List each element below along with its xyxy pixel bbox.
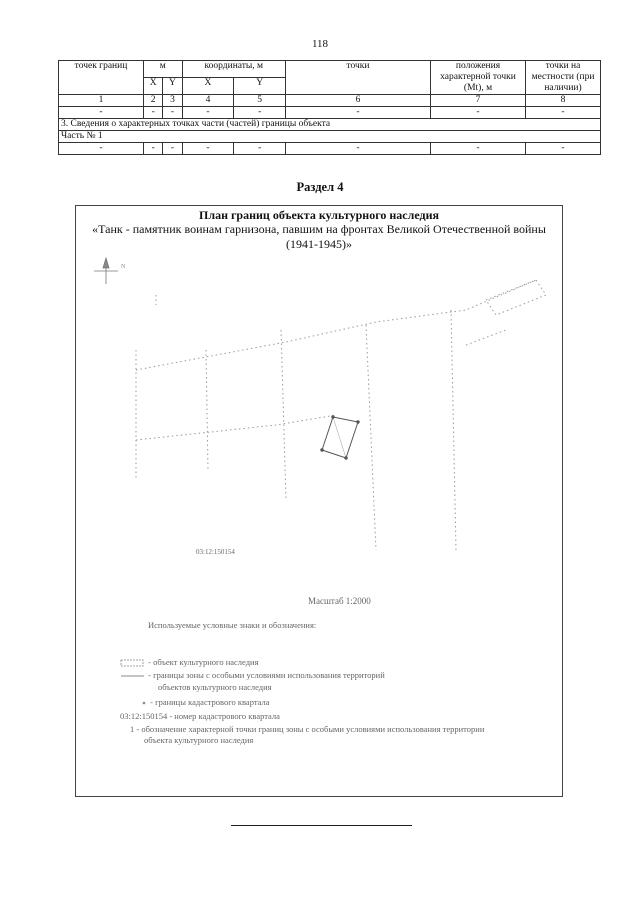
- table-cell: -: [163, 107, 182, 119]
- header-cell: точки: [286, 61, 431, 95]
- table-cell: -: [526, 143, 601, 155]
- table-cell: -: [59, 143, 144, 155]
- table-cell: -: [59, 107, 144, 119]
- table-cell: 6: [286, 95, 431, 107]
- plan-subtitle: «Танк - памятник воинам гарнизона, павшим на фронтах Великой Отечественной войны (1941-1945)»: [92, 222, 546, 251]
- table-header-row: [59, 61, 601, 78]
- legend-quarter-number: 03:12:150154 - номер кадастрового квартала: [120, 711, 280, 721]
- legend-zone-text-1: - границы зоны с особыми условиями использования территорий: [148, 670, 385, 680]
- table-cell: 1: [59, 95, 144, 107]
- table-row: [59, 107, 601, 119]
- legend-zone: [120, 670, 385, 680]
- page-number: 118: [311, 38, 329, 50]
- zone-boundary: [136, 280, 546, 550]
- table-cell: -: [144, 107, 163, 119]
- legend-object-text: - объект культурного наследия: [148, 657, 259, 667]
- table-cell: -: [431, 107, 526, 119]
- coordinates-table: [58, 60, 601, 155]
- table-cell: -: [526, 107, 601, 119]
- table-cell: -: [234, 143, 286, 155]
- header-cell: точки на местности (при наличии): [526, 61, 601, 95]
- hatched-area-icon: [120, 659, 146, 667]
- table-cell: -: [163, 143, 182, 155]
- table-cell: 7: [431, 95, 526, 107]
- header-cell: Y: [163, 78, 182, 95]
- legend-cadastral-border-text: - границы кадастрового квартала: [150, 697, 270, 707]
- heritage-object-polygon: [321, 416, 359, 459]
- scale-label: Масштаб 1:2000: [308, 596, 371, 606]
- table-cell: -: [234, 107, 286, 119]
- table-row: [59, 143, 601, 155]
- dot-line-icon: [140, 699, 148, 707]
- north-arrow-icon: [94, 258, 126, 284]
- header-cell: положения характерной точки (Mt), м: [431, 61, 526, 95]
- table-cell: -: [431, 143, 526, 155]
- table-cell: -: [182, 107, 234, 119]
- cadastral-quarter-label: 03:12:150154: [196, 548, 235, 556]
- table-cell: 3: [163, 95, 182, 107]
- legend-point-text-2: объекта культурного наследия: [144, 735, 254, 745]
- cadastral-map: [76, 250, 562, 580]
- footer-rule: [231, 825, 412, 826]
- part-caption: Часть № 1: [59, 131, 601, 143]
- section-caption: 3. Сведения о характерных точках части (частей) границы объекта: [59, 119, 601, 131]
- table-cell: 5: [234, 95, 286, 107]
- header-cell: X: [182, 78, 234, 95]
- table-cell: 8: [526, 95, 601, 107]
- table-row: [59, 95, 601, 107]
- legend-zone-text-2: объектов культурного наследия: [158, 682, 272, 692]
- table-cell: -: [286, 143, 431, 155]
- table-row: [59, 119, 601, 131]
- plan-title: План границ объекта культурного наследия: [199, 208, 439, 222]
- legend-title: Используемые условные знаки и обозначения:: [148, 620, 317, 630]
- zone-line-icon: [120, 672, 146, 680]
- header-cell: м: [144, 61, 183, 78]
- table-cell: 4: [182, 95, 234, 107]
- section-heading: Раздел 4: [296, 180, 344, 194]
- header-cell: X: [144, 78, 163, 95]
- header-cell: координаты, м: [182, 61, 285, 78]
- legend-point-text-1: 1 - обозначение характерной точки границ зоны с особыми условиями использования территории: [130, 724, 485, 734]
- table-cell: -: [144, 143, 163, 155]
- table-cell: -: [286, 107, 431, 119]
- north-letter: N: [121, 264, 126, 270]
- legend-object: [120, 657, 258, 667]
- table-row: [59, 131, 601, 143]
- header-cell: точек границ: [59, 61, 144, 95]
- header-cell: Y: [234, 78, 286, 95]
- table-cell: 2: [144, 95, 163, 107]
- legend-cadastral-border: [140, 697, 270, 707]
- table-cell: -: [182, 143, 234, 155]
